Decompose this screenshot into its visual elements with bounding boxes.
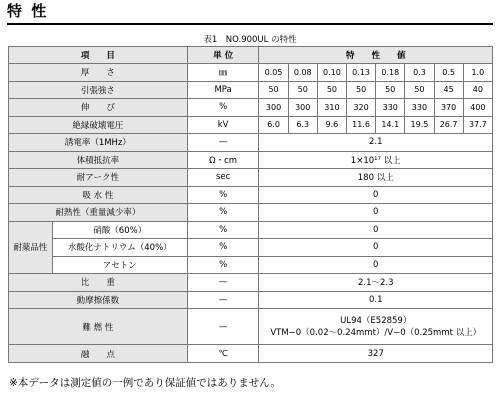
row-value: 0: [259, 239, 493, 257]
value-cell: 50: [405, 81, 434, 99]
value-cell: 1.0: [463, 64, 492, 82]
table-row: [9, 256, 493, 274]
row-value: 0: [259, 256, 493, 274]
value-cell: 6.0: [259, 116, 288, 134]
row-label: 融 点: [9, 345, 188, 363]
row-value: 0: [259, 186, 493, 204]
value-cell: 50: [317, 81, 346, 99]
header-item: 項 目: [9, 47, 188, 64]
header-row: [9, 47, 493, 64]
value-cell: 370: [434, 99, 463, 117]
page-heading: 特 性: [7, 2, 493, 25]
table-row: [9, 239, 493, 257]
value-cell: 45: [434, 81, 463, 99]
row-unit: ㎜: [187, 64, 259, 82]
row-label: 耐熱性（重量減少率）: [9, 204, 188, 222]
row-label: 絶縁破壊電圧: [9, 116, 188, 134]
row-unit: MPa: [187, 81, 259, 99]
row-unit: %: [187, 204, 259, 222]
value-cell: 300: [288, 99, 317, 117]
row-label: 厚 さ: [9, 64, 188, 82]
flame-classification: VTM−0（0.02～0.24mmt）/V−0（0.25mmt 以上）: [270, 327, 482, 338]
value-cell: 0.13: [347, 64, 376, 82]
disclaimer-note: ※本データは測定値の一例であり保証値ではありません。: [9, 377, 281, 389]
value-cell: 0.08: [288, 64, 317, 82]
row-label: 耐アーク性: [9, 169, 188, 187]
value-cell: 26.7: [434, 116, 463, 134]
table-row: [9, 116, 493, 134]
value-cell: 9.6: [317, 116, 346, 134]
table-row: [9, 134, 493, 152]
flame-rating: UL94（E52859）: [340, 315, 412, 326]
row-unit: —: [187, 134, 259, 152]
row-unit: sec: [187, 169, 259, 187]
table-row: [9, 309, 493, 345]
row-value: 2.1～2.3: [259, 274, 493, 292]
value-cell: 50: [288, 81, 317, 99]
value-cell: 300: [259, 99, 288, 117]
value-cell: 0.3: [405, 64, 434, 82]
row-unit: %: [187, 239, 259, 257]
value-cell: 0.18: [376, 64, 405, 82]
row-label: アセトン: [52, 256, 187, 274]
value-cell: 19.5: [405, 116, 434, 134]
table-row: [9, 186, 493, 204]
row-label: 硝酸（60%）: [52, 221, 187, 239]
row-unit: Ω・cm: [187, 151, 259, 169]
value-cell: 6.3: [288, 116, 317, 134]
row-label: 比 重: [9, 274, 188, 292]
row-value: 0.1: [259, 291, 493, 309]
value-cell: 50: [376, 81, 405, 99]
row-unit: —: [187, 274, 259, 292]
table-row: [9, 345, 493, 363]
row-value: 1×10¹⁷ 以上: [259, 151, 493, 169]
value-cell: 0.5: [434, 64, 463, 82]
row-unit: %: [187, 221, 259, 239]
table-row: [9, 151, 493, 169]
row-value: 2.1: [259, 134, 493, 152]
value-cell: 40: [463, 81, 492, 99]
row-unit: %: [187, 256, 259, 274]
row-value: 0: [259, 221, 493, 239]
row-label: 体積抵抗率: [9, 151, 188, 169]
flame-retardancy-value: [259, 309, 493, 345]
value-cell: 37.7: [463, 116, 492, 134]
row-label: 動摩擦係数: [9, 291, 188, 309]
table-row: [9, 81, 493, 99]
row-value: 0: [259, 204, 493, 222]
row-unit: %: [187, 99, 259, 117]
header-unit: 単 位: [187, 47, 259, 64]
chemical-resistance-label: 耐薬品性: [9, 221, 53, 274]
table-caption: 表1 NO.900UL の特性: [203, 35, 297, 45]
value-cell: 0.05: [259, 64, 288, 82]
row-label: 難 燃 性: [9, 309, 188, 345]
row-value: 327: [259, 345, 493, 363]
table-row: [9, 169, 493, 187]
table-row: [9, 204, 493, 222]
table-row: [9, 99, 493, 117]
row-label: 伸 び: [9, 99, 188, 117]
value-cell: 320: [347, 99, 376, 117]
table-row: [9, 221, 493, 239]
value-cell: 0.10: [317, 64, 346, 82]
row-label: 引張強さ: [9, 81, 188, 99]
header-value: 特 性 値: [259, 47, 493, 64]
row-value: 180 以上: [259, 169, 493, 187]
row-label: 吸 水 性: [9, 186, 188, 204]
value-cell: 330: [376, 99, 405, 117]
table-row: [9, 64, 493, 82]
spec-table: [8, 46, 493, 363]
row-unit: ℃: [187, 345, 259, 363]
value-cell: 50: [259, 81, 288, 99]
value-cell: 330: [405, 99, 434, 117]
value-cell: 14.1: [376, 116, 405, 134]
value-cell: 310: [317, 99, 346, 117]
row-unit: %: [187, 186, 259, 204]
value-cell: 400: [463, 99, 492, 117]
row-unit: —: [187, 291, 259, 309]
table-row: [9, 274, 493, 292]
value-cell: 50: [347, 81, 376, 99]
row-label: 誘電率（1MHz）: [9, 134, 188, 152]
row-unit: kV: [187, 116, 259, 134]
table-row: [9, 291, 493, 309]
value-cell: 11.6: [347, 116, 376, 134]
row-label: 水酸化ナトリウム（40%）: [52, 239, 187, 257]
row-unit: —: [187, 309, 259, 345]
